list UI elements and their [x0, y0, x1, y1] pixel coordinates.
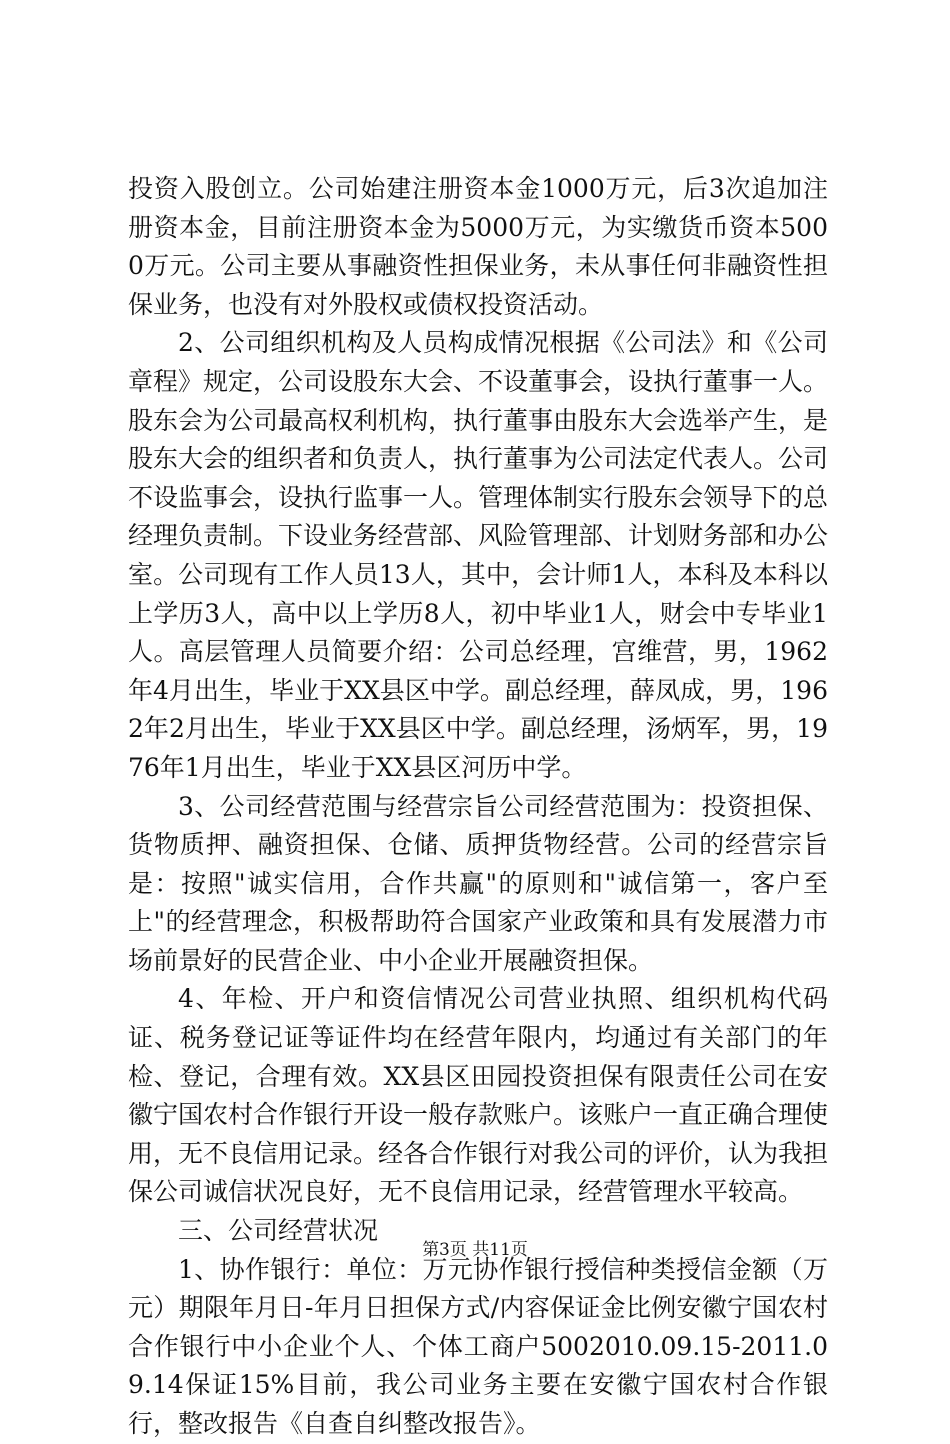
page-number-footer: 第3页 共11页	[422, 1240, 528, 1260]
paragraph-cooperating-banks: 1、协作银行：单位：万元协作银行授信种类授信金额（万元）期限年月日-年月日担保方式/内容保证金比例安徽宁国农村合作银行中小企业个人、个体工商户5002010.09.15-2011.09.14保证15%目前，我公司业务主要在安徽宁国农村合作银行，整改报告《自查自纠整改报告》。	[128, 1254, 828, 1438]
paragraph-company-capital: 投资入股创立。公司始建注册资本金1000万元，后3次追加注册资本金，目前注册资本金为5000万元，为实缴货币资本5000万元。公司主要从事融资性担保业务，未从事任何非融资性担保业务，也没有对外股权或债权投资活动。	[128, 174, 828, 319]
paragraph-business-scope: 3、公司经营范围与经营宗旨公司经营范围为：投资担保、货物质押、融资担保、仓储、质押货物经营。公司的经营宗旨是：按照"诚实信用，合作共赢"的原则和"诚信第一，客户至上"的经营理念，积极帮助符合国家产业政策和具有发展潜力市场前景好的民营企业、中小企业开展融资担保。	[128, 791, 828, 975]
paragraph-credit-status: 4、年检、开户和资信情况公司营业执照、组织机构代码证、税务登记证等证件均在经营年限内，均通过有关部门的年检、登记，合理有效。XX县区田园投资担保有限责任公司在安徽宁国农村合作银行开设一般存款账户。该账户一直正确合理使用，无不良信用记录。经各合作银行对我公司的评价，认为我担保公司诚信状况良好，无不良信用记录，经营管理水平较高。	[128, 984, 829, 1207]
paragraph-organization: 2、公司组织机构及人员构成情况根据《公司法》和《公司章程》规定，公司设股东大会、不设董事会，设执行董事一人。股东会为公司最高权利机构，执行董事由股东大会选举产生，是股东大会的组织者和负责人，执行董事为公司法定代表人。公司不设监事会，设执行监事一人。管理体制实行股东会领导下的总经理负责制。下设业务经营部、风险管理部、计划财务部和办公室。公司现有工作人员13人，其中，会计师1人，本科及本科以上学历3人，高中以上学历8人，初中毕业1人，财会中专毕业1人。高层管理人员简要介绍：公司总经理，宫维营，男，1962年4月出生，毕业于XX县区中学。副总经理，薛凤成，男，1962年2月出生，毕业于XX县区中学。副总经理，汤炳军，男，1976年1月出生，毕业于XX县区河历中学。	[128, 328, 829, 782]
section-heading-operations: 三、公司经营状况	[178, 1216, 379, 1246]
